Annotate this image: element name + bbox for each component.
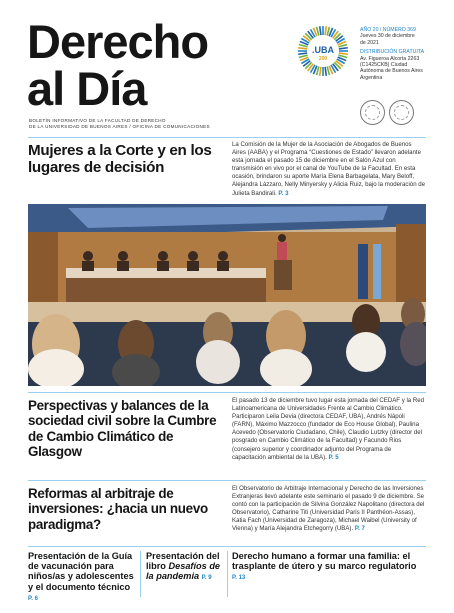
column-divider <box>140 551 141 597</box>
issue-date-1: Jueves 30 de diciembre <box>360 33 415 40</box>
boletin-subtitle <box>29 118 210 130</box>
logo-text: .UBA <box>312 45 334 55</box>
uba-200-logo <box>297 25 349 77</box>
boletin-line1: BOLETÍN INFORMATIVO DE LA FACULTAD DE DERECHO <box>29 118 166 123</box>
event-photo <box>28 204 426 386</box>
article-glasgow-body: El pasado 13 de diciembre tuvo lugar esta jornada del CEDAF y la Red Latinoamericana de Universidades Frente al Cambio Climático. Participaron Leila Devia (directora CEDAF, UBA), Andrés Nápoli (FARN), Máximo Mazzocco (fundador de Eco House Global), Paulina Acevedo (Observatorio Ciudadano, Chile), Claudio Lutzky (director del posgrado en Cambio Climático de la Facultad) y Facundo Rios (consejero superior y coordinador adjunto del Programa de capacitación ambiental de la UBA). <box>232 397 425 461</box>
divider <box>28 392 426 393</box>
bottom-headline-familia: Derecho humano a formar una familia: el trasplante de útero y su marco regulatorio <box>232 551 417 572</box>
article-arbitraje-body: El Observatorio de Arbitraje Internacional y Derecho de las Inversiones Extranjeras llevó adelante este seminario el pasado 9 de diciembre. Se contó con la participación de Silvina González Napolitano (directora del Observatorio), Catharine Titi (Universidad Paris II Panthéon-Assas), Katia Fach (Universidad de Zaragoza), Michael Waibel (University of Vienna) y María Alejandra Etchegorry (UBA). <box>232 485 425 533</box>
page-ref-9[interactable]: P. 9 <box>201 575 212 582</box>
address-1: Av. Figueroa Alcorta 2263 <box>360 55 420 62</box>
bottom-headline-guia: Presentación de la Guía de vacunación para niños/as y adolescentes y el documento técnico <box>28 551 134 592</box>
masthead-title <box>27 15 209 115</box>
address-3: Autónoma de Buenos Aires <box>360 68 423 75</box>
bottom-headline-libro: Presentación del libro <box>146 551 220 572</box>
boletin-line2: DE LA UNIVERSIDAD DE BUENOS AIRES / OFICINA DE COMUNICACIONES <box>29 124 210 129</box>
headline-mujeres[interactable]: Mujeres a la Corte y en los lugares de decisión <box>28 142 212 176</box>
page-ref-13[interactable]: P. 13 <box>232 575 246 582</box>
salon-azul-photo <box>28 204 426 386</box>
article-glasgow-text <box>232 397 426 462</box>
distribution: DISTRIBUCIÓN GRATUITA <box>360 49 425 56</box>
article-mujeres-body: La Comisión de la Mujer de la Asociación de Abogados de Buenos Aires (AABA) y el Programa “Cuestiones de Estado” llevaron adelante esta jornada el pasado 15 de diciembre en el Salón Azul con transmisión en vivo por el canal de YouTube de la Facultad. En esta ocasión, brindaron su aporte María Elena Barbagelata, Mary Beloff, Alejandra Lázzaro, Nelly Minyersky y Alicia Ruiz, bajo la moderación de Julieta Bandirali. <box>232 141 426 197</box>
seals <box>360 100 418 130</box>
issue-date-2: de 2021 <box>360 39 379 46</box>
bottom-headline-libro-title: Desafíos de la pandemia <box>146 561 221 582</box>
divider <box>28 480 426 481</box>
masthead-title-line2: al Día <box>27 62 147 115</box>
article-mujeres-text <box>232 141 426 198</box>
address-4: Argentina <box>360 74 383 81</box>
bottom-item-guia[interactable] <box>28 551 136 604</box>
headline-glasgow[interactable]: Perspectivas y balances de la sociedad civil sobre la Cumbre de Cambio Climático de Glasgow <box>28 398 217 459</box>
article-arbitraje-text <box>232 485 426 534</box>
headline-arbitraje[interactable]: Reformas al arbitraje de inversiones: ¿hacia un nuevo paradigma? <box>28 486 208 532</box>
logo-sub: 200 <box>318 56 328 62</box>
masthead-title-line1: Derecho <box>27 15 209 68</box>
divider <box>28 137 426 138</box>
bottom-item-libro[interactable] <box>146 551 224 584</box>
bottom-item-familia[interactable] <box>232 551 422 584</box>
address-2: (C1425CKB) Ciudad <box>360 62 408 69</box>
page-ref-6[interactable]: P. 6 <box>28 595 38 602</box>
university-seal-icon <box>360 100 385 125</box>
divider <box>28 546 426 547</box>
page-ref-3[interactable]: P. 3 <box>278 189 289 197</box>
page-ref-5[interactable]: P. 5 <box>328 453 339 461</box>
page-ref-7[interactable]: P. 7 <box>354 525 365 533</box>
issue-info <box>360 27 446 81</box>
column-divider <box>227 551 228 597</box>
faculty-seal-icon <box>389 100 414 125</box>
issue-number: AÑO 20 / NÚMERO 369 <box>360 27 416 33</box>
